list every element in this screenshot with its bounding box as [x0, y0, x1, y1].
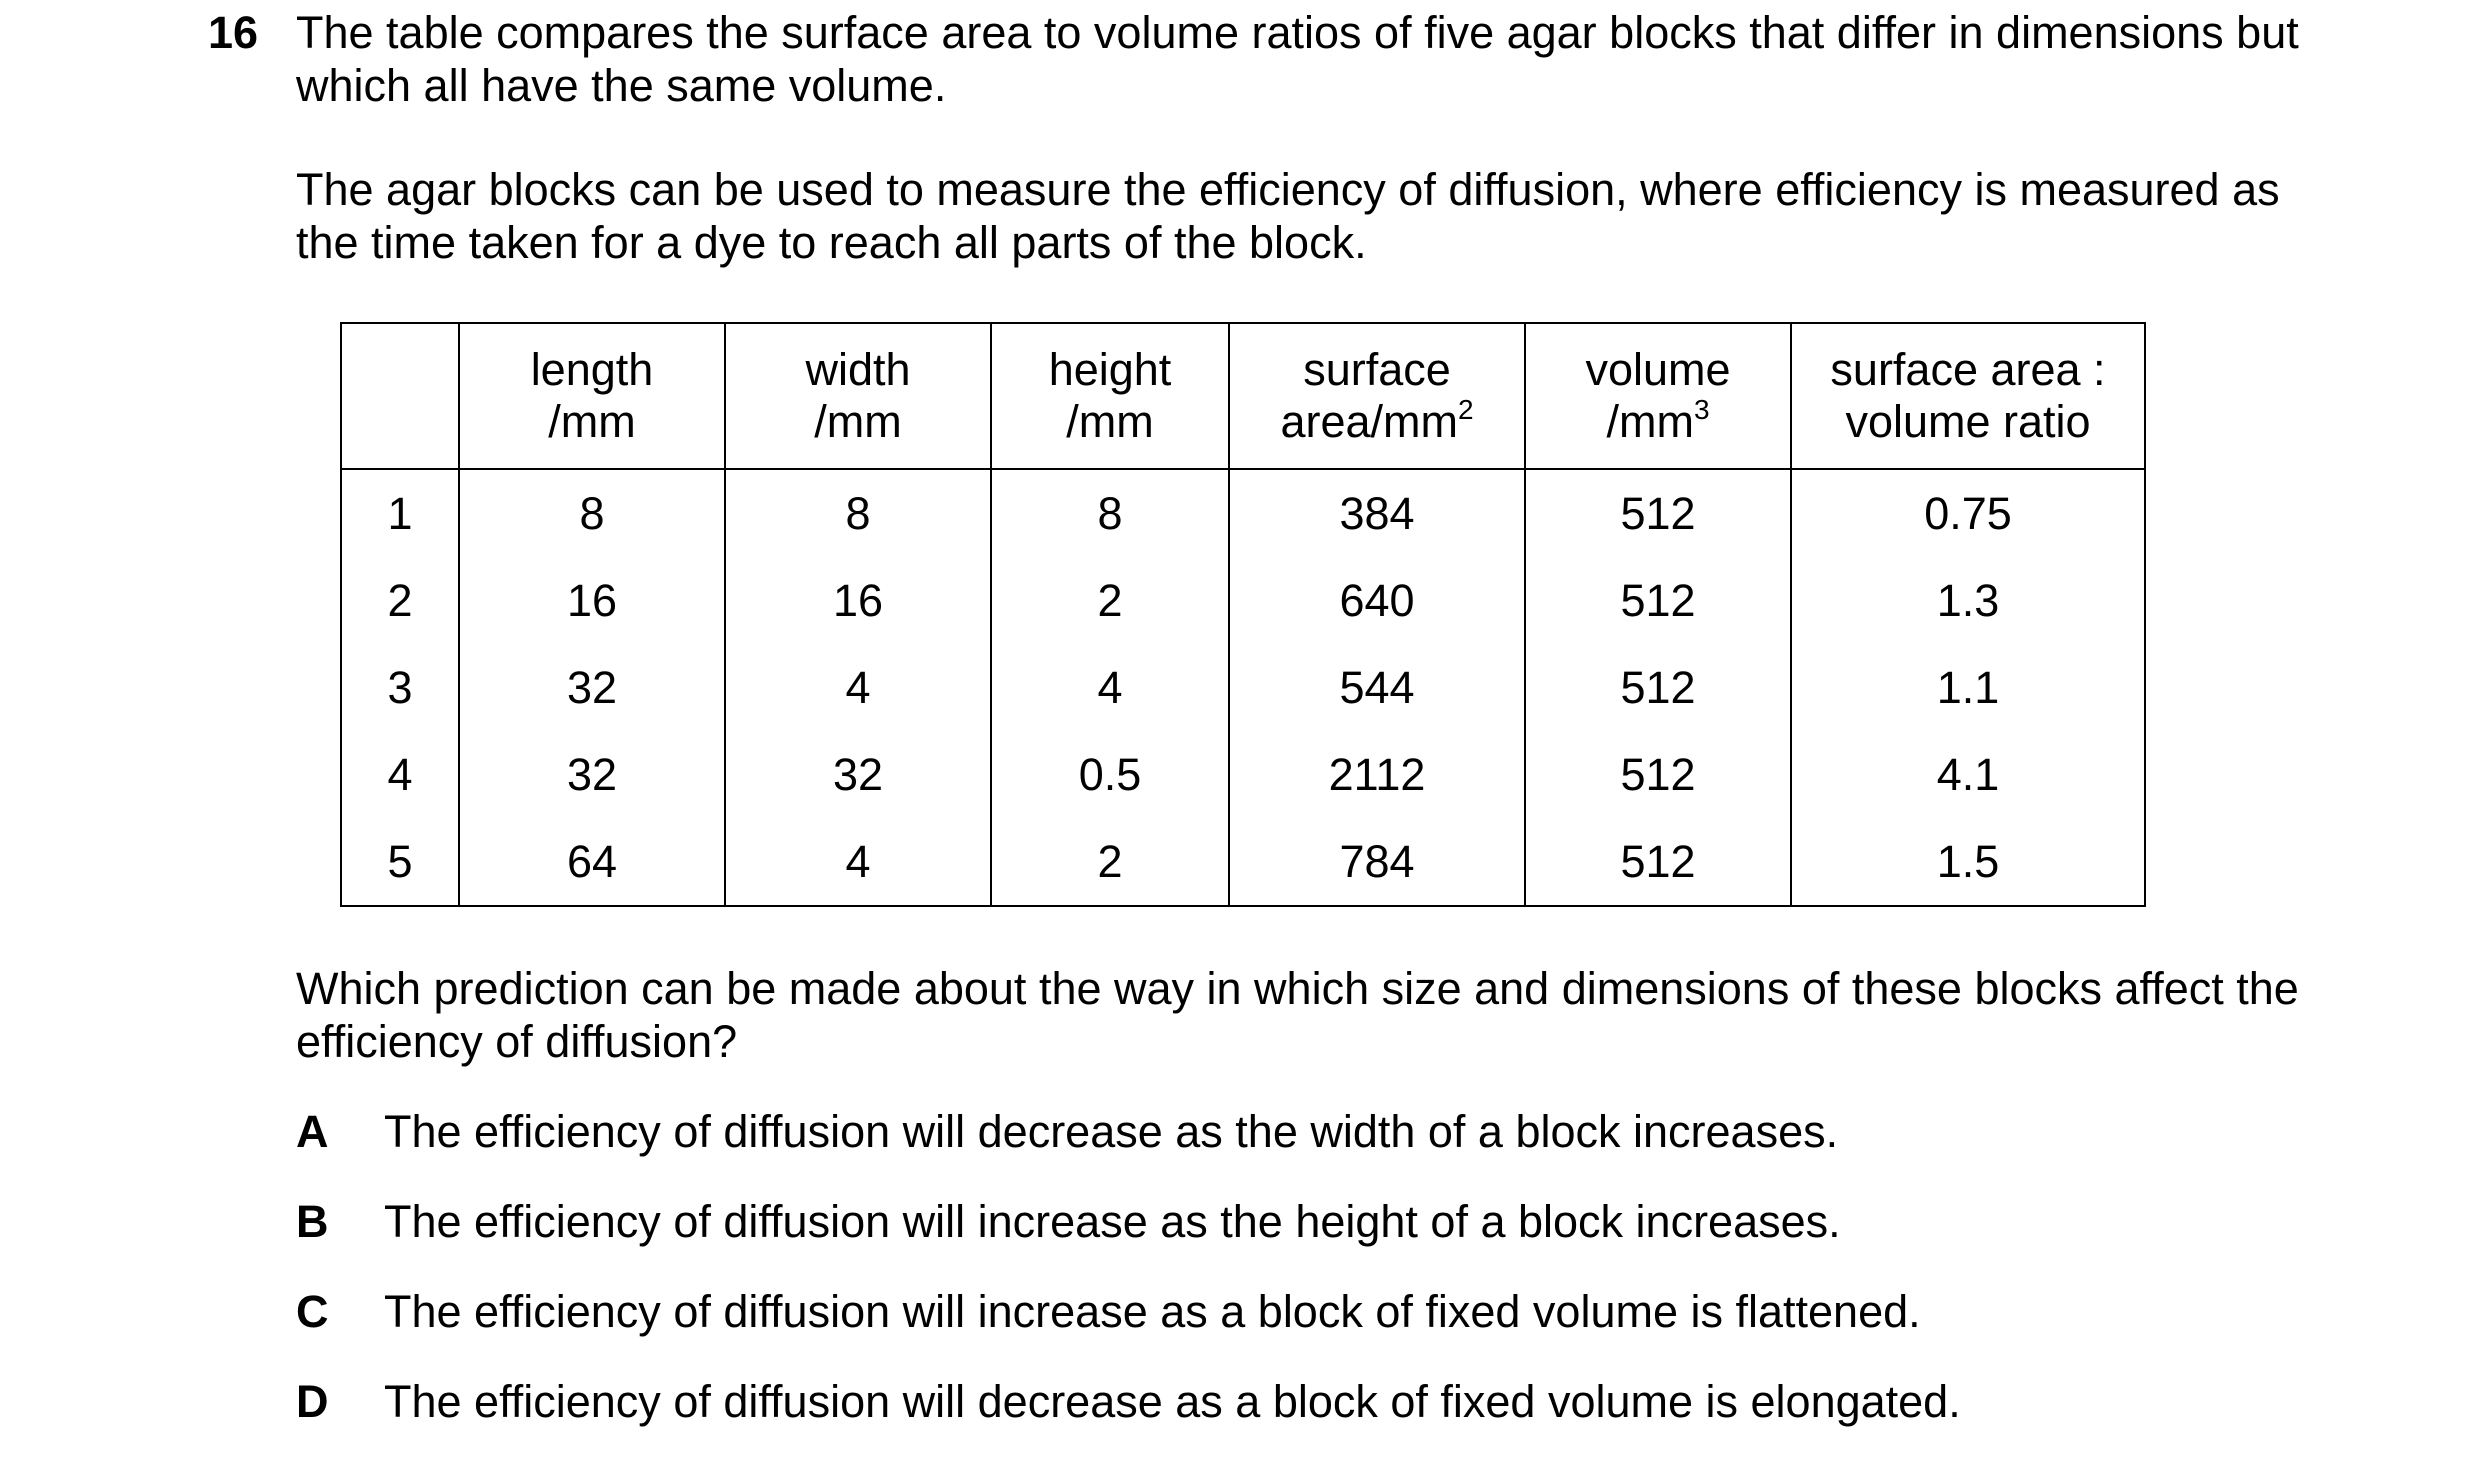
header-height-label: height	[1048, 344, 1172, 395]
table-row	[341, 644, 2145, 731]
cell-block-number: 1	[341, 469, 459, 557]
cell-height: 2	[991, 557, 1229, 644]
option-letter: D	[296, 1376, 329, 1427]
option-text: The efficiency of diffusion will increase as a block of fixed volume is flattened.	[384, 1286, 1921, 1337]
option-text: The efficiency of diffusion will increase as the height of a block increases.	[384, 1196, 1841, 1247]
option-text: The efficiency of diffusion will decrease as a block of fixed volume is elongated.	[384, 1376, 1961, 1427]
cell-width: 8	[725, 469, 991, 557]
header-length-unit: /mm	[548, 396, 636, 447]
header-height-unit: /mm	[1066, 396, 1154, 447]
cell-height: 4	[991, 644, 1229, 731]
header-area-exponent: 2	[1457, 394, 1474, 425]
header-volume-unit-text: /mm	[1606, 396, 1694, 447]
header-volume	[1525, 323, 1791, 469]
header-width-unit: /mm	[814, 396, 902, 447]
cell-volume: 512	[1525, 469, 1791, 557]
cell-width: 4	[725, 644, 991, 731]
cell-block-number: 2	[341, 557, 459, 644]
table-row	[341, 557, 2145, 644]
cell-surface-area: 384	[1229, 469, 1525, 557]
header-volume-unit	[1526, 396, 1790, 448]
header-ratio-line2: volume ratio	[1845, 396, 2091, 447]
option-letter: B	[296, 1196, 329, 1247]
header-height	[991, 323, 1229, 469]
cell-width: 16	[725, 557, 991, 644]
cell-length: 16	[459, 557, 725, 644]
cell-height: 0.5	[991, 731, 1229, 818]
cell-width: 32	[725, 731, 991, 818]
table-header-row	[341, 323, 2145, 469]
cell-height: 2	[991, 818, 1229, 906]
cell-height: 8	[991, 469, 1229, 557]
cell-length: 32	[459, 731, 725, 818]
cell-width: 4	[725, 818, 991, 906]
agar-block-table	[340, 322, 2146, 907]
header-width	[725, 323, 991, 469]
cell-block-number: 5	[341, 818, 459, 906]
cell-block-number: 3	[341, 644, 459, 731]
header-ratio	[1791, 323, 2145, 469]
cell-volume: 512	[1525, 818, 1791, 906]
cell-length: 32	[459, 644, 725, 731]
cell-volume: 512	[1525, 731, 1791, 818]
header-length	[459, 323, 725, 469]
header-block-number	[341, 323, 459, 469]
question-number: 16	[208, 7, 259, 58]
cell-surface-area: 640	[1229, 557, 1525, 644]
header-volume-exponent: 3	[1693, 394, 1710, 425]
header-volume-label: volume	[1585, 344, 1731, 395]
cell-length: 8	[459, 469, 725, 557]
table-row	[341, 818, 2145, 906]
cell-block-number: 4	[341, 731, 459, 818]
table-row	[341, 469, 2145, 557]
cell-length: 64	[459, 818, 725, 906]
header-surface-label: surface	[1303, 344, 1451, 395]
cell-ratio: 1.3	[1791, 557, 2145, 644]
cell-surface-area: 544	[1229, 644, 1525, 731]
cell-ratio: 0.75	[1791, 469, 2145, 557]
header-area-unit	[1230, 396, 1524, 448]
cell-volume: 512	[1525, 644, 1791, 731]
option-text: The efficiency of diffusion will decrease as the width of a block increases.	[384, 1106, 1839, 1157]
cell-ratio: 4.1	[1791, 731, 2145, 818]
cell-surface-area: 784	[1229, 818, 1525, 906]
option-letter: A	[296, 1106, 329, 1157]
table-row	[341, 731, 2145, 818]
question-prompt: Which prediction can be made about the way in which size and dimensions of these blocks affect the efficiency of diffusion?	[296, 963, 2299, 1067]
cell-volume: 512	[1525, 557, 1791, 644]
header-area-unit-text: area/mm	[1280, 396, 1458, 447]
cell-ratio: 1.5	[1791, 818, 2145, 906]
option-letter: C	[296, 1286, 329, 1337]
question-context: The agar blocks can be used to measure the efficiency of diffusion, where efficiency is measured as the time taken for a dye to reach all parts of the block.	[296, 164, 2280, 268]
header-length-label: length	[530, 344, 654, 395]
question-intro: The table compares the surface area to volume ratios of five agar blocks that differ in dimensions but which all have the same volume.	[296, 7, 2299, 111]
header-width-label: width	[805, 344, 911, 395]
header-ratio-line1: surface area :	[1830, 344, 2106, 395]
header-surface-area	[1229, 323, 1525, 469]
cell-ratio: 1.1	[1791, 644, 2145, 731]
cell-surface-area: 2112	[1229, 731, 1525, 818]
